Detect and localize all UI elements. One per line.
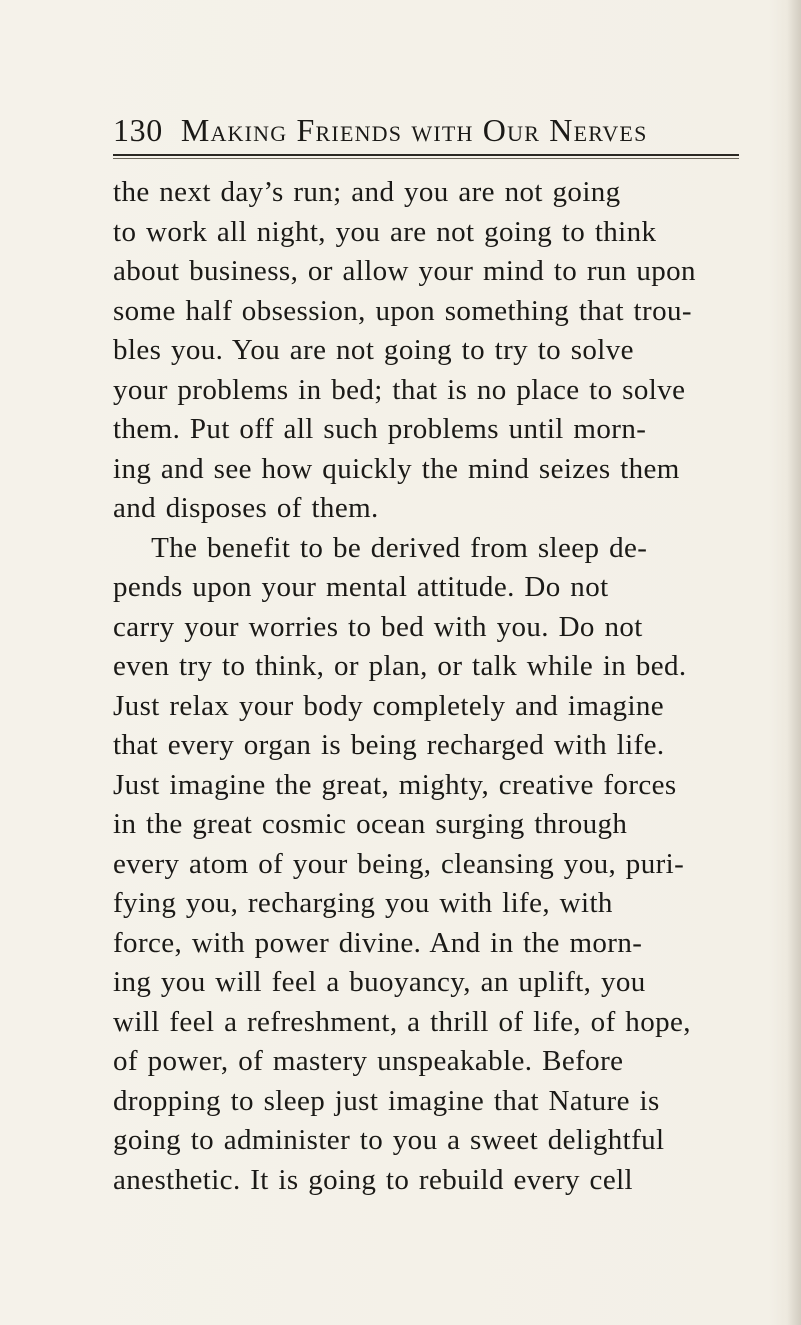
- text-line: The benefit to be derived from sleep de-: [113, 531, 648, 564]
- text-line: will feel a refreshment, a thrill of life, of hope,: [113, 1005, 691, 1038]
- text-line: dropping to sleep just imagine that Nature is: [113, 1084, 660, 1117]
- text-line: ing and see how quickly the mind seizes them: [113, 452, 680, 485]
- text-line: Just imagine the great, mighty, creative forces: [113, 768, 677, 801]
- text-line: bles you. You are not going to try to solve: [113, 334, 634, 366]
- text-line: anesthetic. It is going to rebuild every cell: [113, 1163, 634, 1196]
- text-line: fying you, recharging you with life, with: [113, 887, 613, 919]
- text-line: every atom of your being, cleansing you, puri-: [113, 847, 685, 880]
- page-header: [113, 112, 739, 158]
- text-line: them. Put off all such problems until morn-: [113, 413, 647, 445]
- text-line: force, with power divine. And in the morn-: [113, 926, 643, 959]
- text-line: pends upon your mental attitude. Do not: [113, 571, 609, 603]
- text-line: about business, or allow your mind to run upon: [113, 255, 696, 287]
- text-line: going to administer to you a sweet delightful: [113, 1124, 665, 1156]
- header-rule-thin: [113, 158, 739, 159]
- text-line: in the great cosmic ocean surging through: [113, 808, 628, 840]
- text-line: even try to think, or plan, or talk while in bed.: [113, 650, 687, 682]
- text-line: the next day’s run; and you are not going: [113, 176, 621, 208]
- text-line: and disposes of them.: [113, 492, 379, 524]
- running-title: Making Friends with Our Nerves: [180, 112, 648, 148]
- text-line: some half obsession, upon something that trou-: [113, 294, 692, 327]
- page-number: 130: [113, 112, 163, 148]
- text-line: your problems in bed; that is no place to solve: [113, 373, 686, 406]
- text-line: ing you will feel a buoyancy, an uplift, you: [113, 966, 646, 998]
- text-line: that every organ is being recharged with life.: [113, 729, 665, 761]
- text-line: Just relax your body completely and imagine: [113, 689, 665, 722]
- text-line: carry your worries to bed with you. Do not: [113, 610, 643, 643]
- header-rule: [113, 154, 739, 156]
- body-text: [113, 173, 741, 1200]
- text-line: to work all night, you are not going to think: [113, 215, 657, 248]
- page-edge-shadow: [787, 0, 801, 1325]
- text-line: of power, of mastery unspeakable. Before: [113, 1045, 624, 1077]
